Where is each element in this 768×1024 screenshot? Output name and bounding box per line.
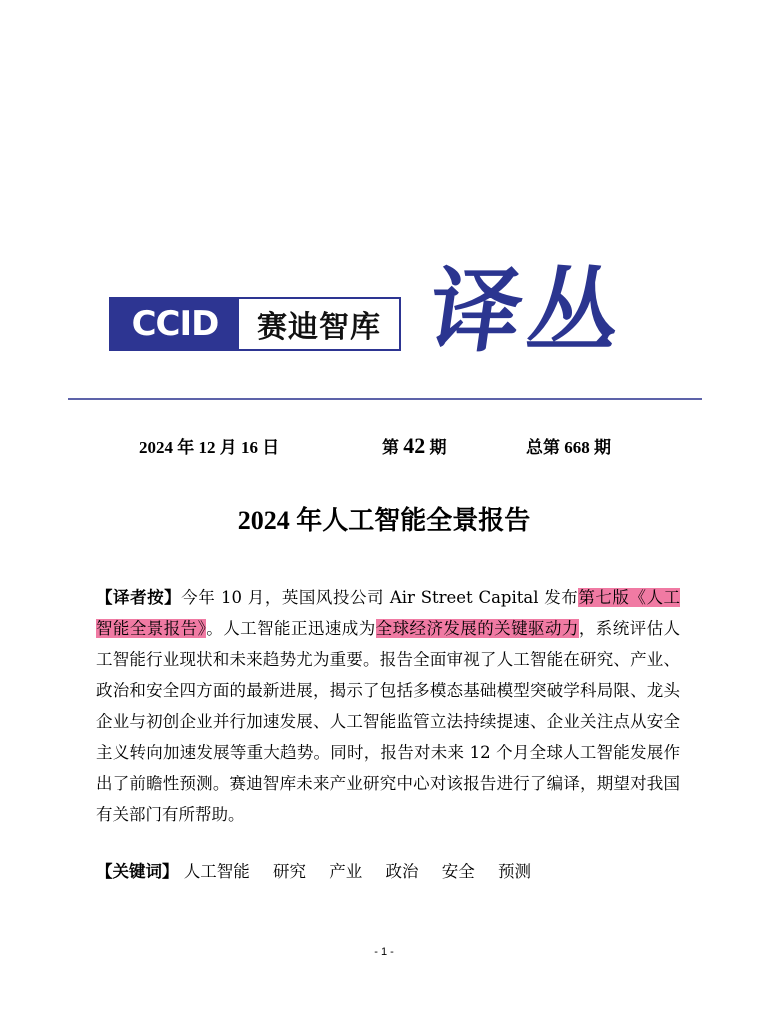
keyword: 产业 bbox=[329, 862, 363, 881]
issue-date: 2024 年 12 月 16 日 bbox=[139, 438, 280, 457]
brand-name: 赛迪智库 bbox=[257, 310, 381, 345]
highlight-report-name: 第七版《人工智能全景报告》 bbox=[96, 588, 681, 638]
keyword: 人工智能 bbox=[183, 862, 250, 881]
highlight-driver: 全球经济发展的关键驱动力 bbox=[375, 619, 579, 638]
series-title: 译丛 bbox=[422, 257, 634, 365]
keywords bbox=[96, 858, 549, 882]
keyword: 研究 bbox=[273, 862, 306, 881]
header-divider bbox=[68, 398, 702, 400]
keywords-label: 【关键词】 bbox=[96, 862, 179, 881]
translator-note: 【译者按】今年 10 月，英国风投公司 Air Street Capital 发布第七版《人工智能全景报告》。人工智能正迅速成为全球经济发展的关键驱动力，系统评估人工智能行业现状和未来趋势尤为重要。报告全面审视了人工智能在研究、产业、政治和安全四方面的最新进展，揭示了包括多模态基础模型突破学科局限、龙头企业与初创企业并行加速发展、人工智能监管立法持续提速、企业关注点从安全主义转向加速发展等重大趋势。同时，报告对未来 12 个月全球人工智能发展作出了前瞻性预测。赛迪智库未来产业研究中心对该报告进行了编译，期望对我国有关部门有所帮助。 bbox=[96, 588, 681, 824]
translator-note-label: 【译者按】 bbox=[96, 588, 182, 607]
keyword: 政治 bbox=[385, 862, 419, 881]
issue-meta bbox=[139, 433, 639, 463]
total-issue: 总第 668 期 bbox=[526, 438, 611, 457]
ccid-logo bbox=[109, 297, 401, 351]
ccid-logo-mark: CCID bbox=[111, 299, 239, 349]
issue-number: 第 42 期 bbox=[382, 433, 447, 458]
keyword: 预测 bbox=[498, 862, 531, 881]
document-title: 2024 年人工智能全景报告 bbox=[237, 506, 531, 535]
page-number: - 1 - bbox=[374, 946, 394, 958]
keyword: 安全 bbox=[441, 862, 475, 881]
